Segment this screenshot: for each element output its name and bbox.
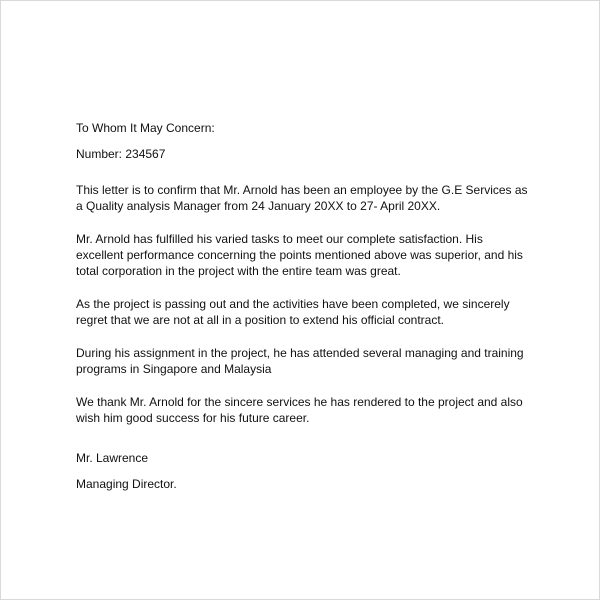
paragraph-thanks [76,394,528,426]
paragraph-line: total corporation in the project with the entire team was great. [76,264,401,278]
paragraph-line: During his assignment in the project, he has attended several managing and training [76,346,524,360]
paragraph-line: a Quality analysis Manager from 24 January 20XX to 27- April 20XX. [76,199,441,213]
paragraph-performance [76,231,528,279]
paragraph-line: regret that we are not at all in a position to extend his official contract. [76,313,444,327]
letter-body [76,120,528,492]
paragraph-line: Mr. Arnold has fulfilled his varied tasks to meet our complete satisfaction. His [76,232,483,246]
paragraph-line: As the project is passing out and the activities have been completed, we sincerely [76,297,510,311]
salutation: To Whom It May Concern: [76,121,215,135]
paragraph-confirmation [76,182,528,214]
paragraph-line: wish him good success for his future career. [76,411,310,425]
paragraph-contract [76,296,528,328]
signatory-name: Mr. Lawrence [76,451,149,465]
paragraph-line: We thank Mr. Arnold for the sincere services he has rendered to the project and also [76,395,523,409]
signatory-title: Managing Director. [76,477,177,491]
paragraph-line: programs in Singapore and Malaysia [76,362,272,376]
paragraph-training [76,345,528,377]
paragraph-line: excellent performance concerning the points mentioned above was superior, and his [76,248,523,262]
reference-number: Number: 234567 [76,147,166,161]
paragraph-line: This letter is to confirm that Mr. Arnold has been an employee by the G.E Services as [76,183,528,197]
